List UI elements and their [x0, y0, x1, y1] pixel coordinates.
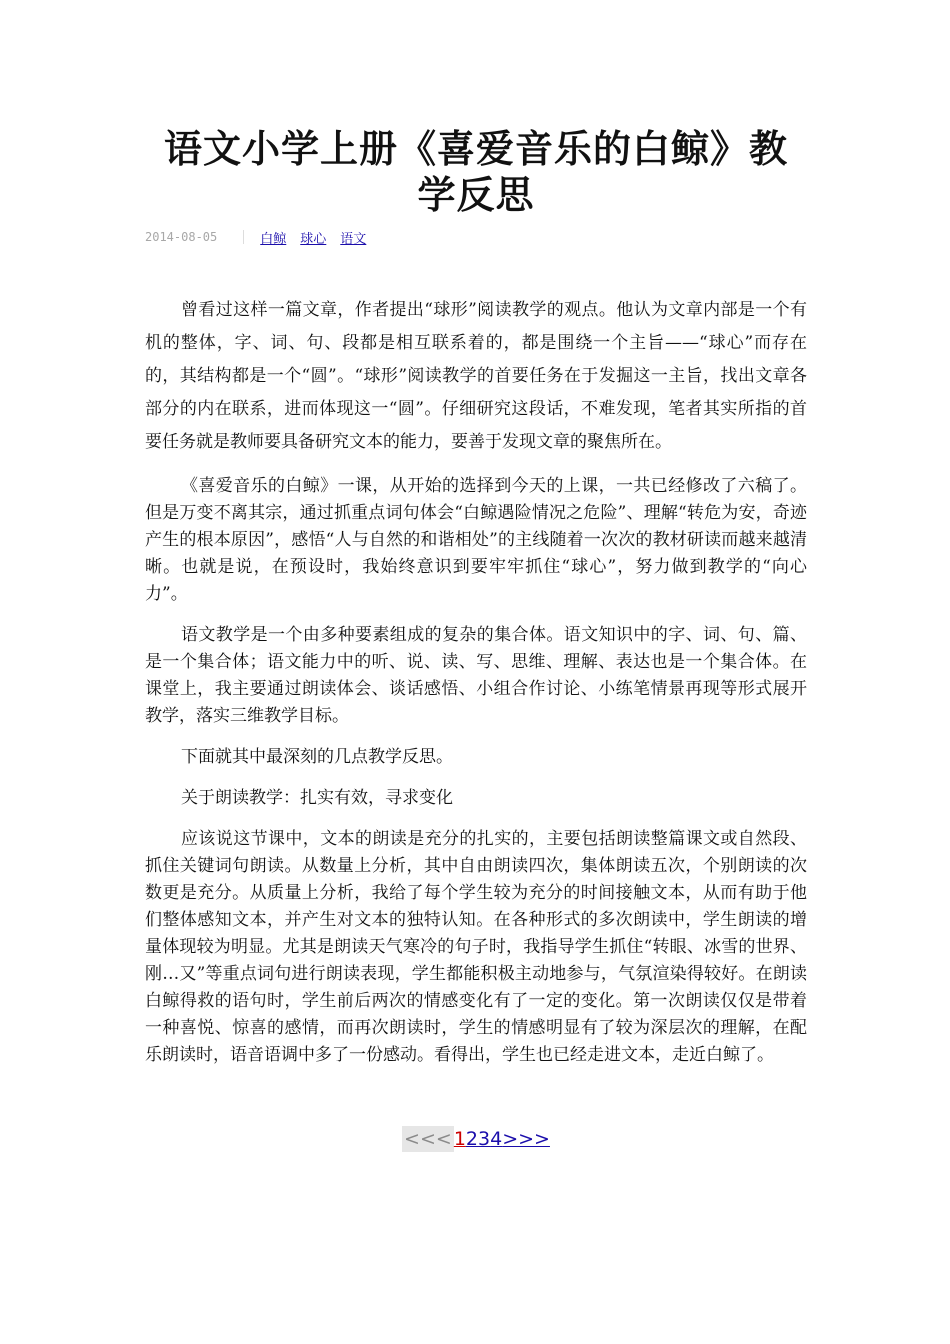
- tag-link[interactable]: 白鲸: [260, 231, 287, 247]
- next-page-button[interactable]: >>>: [502, 1128, 550, 1150]
- article-paragraph: 下面就其中最深刻的几点教学反思。: [181, 747, 453, 767]
- article-paragraph: 应该说这节课中，文本的朗读是充分的扎实的，主要包括朗读整篇课文或自然段、抓住关键词句朗读。从数量上分析，其中自由朗读四次，集体朗读五次，个别朗读的次数更是充分。从质量上分析，我给了每个学生较为充分的时间接触文本，从而有助于他们整体感知文本，并产生对文本的独特认知。在各种形式的多次朗读中，学生朗读的增量体现较为明显。尤其是朗读天气寒冷的句子时，我指导学生抓住“转眼、冰雪的世界、刚…又”等重点词句进行朗读表现，学生都能积极主动地参与，气氛渲染得较好。在朗读白鲸得救的语句时，学生前后两次的情感变化有了一定的变化。第一次朗读仅仅是带着一种喜悦、惊喜的感情，而再次朗读时，学生的情感明显有了较为深层次的理解，在配乐朗读时，语音语调中多了一份感动。看得出，学生也已经走进文本，走近白鲸了。: [145, 829, 807, 1065]
- section-heading: 关于朗读教学：扎实有效，寻求变化: [181, 788, 453, 808]
- tag-link[interactable]: 语文: [340, 231, 367, 247]
- article-paragraph: 《喜爱音乐的白鲸》一课，从开始的选择到今天的上课，一共已经修改了六稿了。但是万变不离其宗，通过抓重点词句体会“白鲸遇险情况之危险”、理解“转危为安，奇迹产生的根本原因”，感悟“人与自然的和谐相处”的主线随着一次次的教材研读而越来越清晰。也就是说，在预设时，我始终意识到要牢牢抓住“球心”，努力做到教学的“向心力”。: [145, 476, 807, 604]
- meta-divider: [243, 230, 244, 244]
- page-link-1[interactable]: 1: [453, 1128, 466, 1150]
- article-paragraph: 曾看过这样一篇文章，作者提出“球形”阅读教学的观点。他认为文章内部是一个有机的整体，字、词、句、段都是相互联系着的，都是围绕一个主旨——“球心”而存在的，其结构都是一个“圆”。“球形”阅读教学的首要任务在于发掘这一主旨，找出文章各部分的内在联系，进而体现这一“圆”。仔细研究这段话，不难发现，笔者其实所指的首要任务就是教师要具备研究文本的能力，要善于发现文章的聚焦所在。: [145, 300, 807, 452]
- prev-page-button[interactable]: <<<: [404, 1128, 452, 1150]
- publish-date: 2014-08-05: [145, 230, 218, 244]
- article-title: 语文小学上册《喜爱音乐的白鲸》教学反思: [163, 126, 788, 217]
- article-body: [145, 294, 807, 1083]
- article-meta: [145, 228, 380, 246]
- page-link-2[interactable]: 2: [465, 1128, 478, 1150]
- page-link-3[interactable]: 3: [478, 1128, 491, 1150]
- pagination: [145, 1126, 807, 1152]
- article-paragraph: 语文教学是一个由多种要素组成的复杂的集合体。语文知识中的字、词、句、篇、是一个集合体；语文能力中的听、说、读、写、思维、理解、表达也是一个集合体。在课堂上，我主要通过朗读体会、谈话感悟、小组合作讨论、小练笔情景再现等形式展开教学，落实三维教学目标。: [145, 625, 807, 726]
- page-link-4[interactable]: 4: [490, 1128, 503, 1150]
- tag-link[interactable]: 球心: [300, 231, 327, 247]
